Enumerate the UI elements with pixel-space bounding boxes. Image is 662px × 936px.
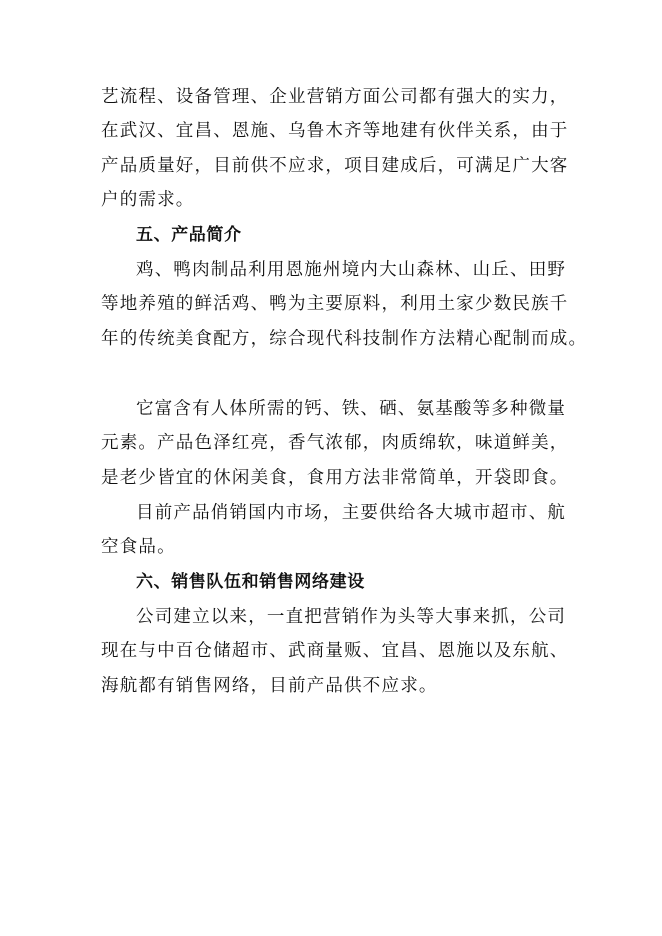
paragraph-line: 在武汉、宜昌、恩施、乌鲁木齐等地建有伙伴关系，由于 bbox=[101, 121, 569, 141]
paragraph-line: 空食品。 bbox=[101, 537, 176, 557]
section-heading: 五、产品简介 bbox=[136, 225, 242, 245]
paragraph-line: 年的传统美食配方，综合现代科技制作方法精心配制而成。 bbox=[101, 329, 588, 349]
paragraph-line: 目前产品俏销国内市场，主要供给各大城市超市、航 bbox=[136, 503, 567, 523]
paragraph-line: 是老少皆宜的休闲美食，食用方法非常简单，开袋即食。 bbox=[101, 468, 569, 488]
paragraph-line: 等地养殖的鲜活鸡、鸭为主要原料，利用土家少数民族千 bbox=[101, 294, 569, 314]
paragraph-line: 艺流程、设备管理、企业营销方面公司都有强大的实力， bbox=[101, 87, 569, 107]
paragraph-line: 产品质量好，目前供不应求，项目建成后，可满足广大客 bbox=[101, 156, 569, 176]
paragraph-line: 现在与中百仓储超市、武商量贩、宜昌、恩施以及东航、 bbox=[101, 641, 569, 661]
paragraph-line: 户的需求。 bbox=[101, 190, 195, 210]
section-heading: 六、销售队伍和销售网络建设 bbox=[136, 572, 365, 592]
paragraph-line: 海航都有销售网络，目前产品供不应求。 bbox=[101, 676, 438, 696]
paragraph-line: 它富含有人体所需的钙、铁、硒、氨基酸等多种微量 bbox=[136, 399, 567, 419]
paragraph-line: 鸡、鸭肉制品利用恩施州境内大山森林、山丘、田野 bbox=[136, 260, 567, 280]
paragraph-line: 公司建立以来，一直把营销作为头等大事来抓，公司 bbox=[136, 607, 567, 627]
paragraph-line: 元素。产品色泽红亮，香气浓郁，肉质绵软，味道鲜美， bbox=[101, 433, 569, 453]
